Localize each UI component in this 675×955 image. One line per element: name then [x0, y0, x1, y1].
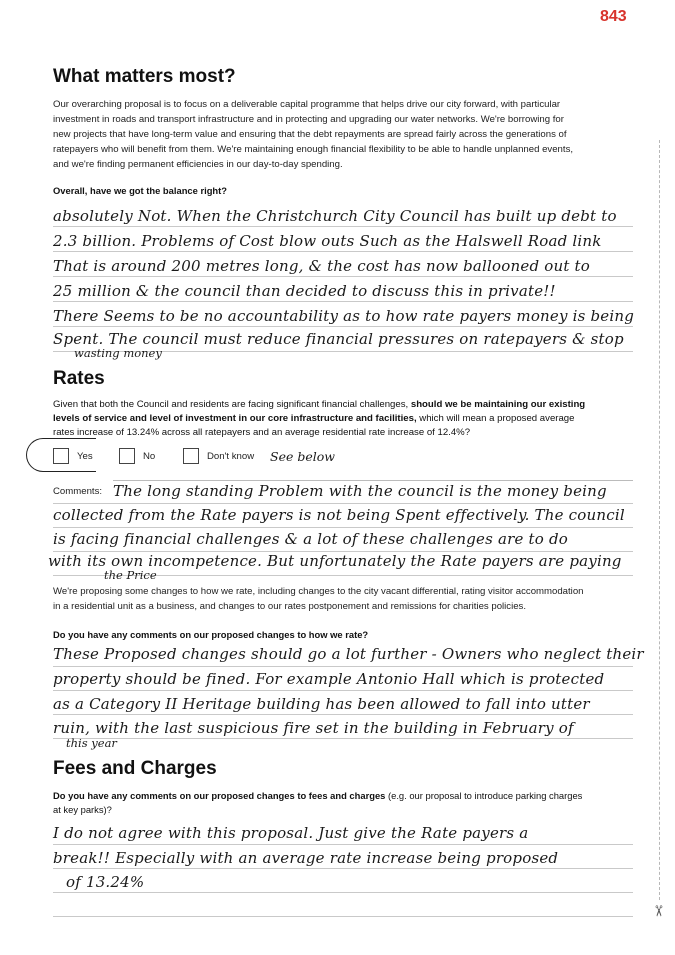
question-text: (e.g. our proposal to introduce parking charges — [385, 790, 583, 801]
what-matters-paragraph — [53, 97, 633, 172]
handwritten-answer-line: Spent. The council must reduce financial pressures on ratepayers & stop — [53, 330, 624, 348]
answer-rule — [53, 527, 633, 528]
rates-question — [53, 398, 643, 440]
handwritten-answer-line: as a Category II Heritage building has been allowed to fall into utter — [53, 695, 590, 713]
heading-what-matters: What matters most? — [53, 66, 236, 87]
paragraph-line: Our overarching proposal is to focus on a deliverable capital programme that helps drive our city forward, with particular — [53, 99, 561, 110]
heading-rates: Rates — [53, 368, 105, 389]
option-label: No — [143, 450, 156, 462]
fees-question — [53, 789, 643, 817]
handwritten-comment-line: is facing financial challenges & a lot of these challenges are to do — [53, 530, 569, 548]
option-dont-know[interactable] — [183, 448, 254, 464]
paragraph-line: new projects that have long-term value and ensuring that the debt repayments are spread fairly across the generations of — [53, 129, 567, 140]
yes-checkbox[interactable] — [53, 448, 69, 464]
handwritten-answer-line: I do not agree with this proposal. Just give the Rate payers a — [53, 824, 529, 842]
handwritten-comment-tail: the Price — [104, 568, 157, 582]
answer-rule — [53, 916, 633, 917]
question-text: which will mean a proposed average — [416, 413, 575, 424]
answer-rule — [53, 666, 633, 667]
handwritten-answer-line: absolutely Not. When the Christchurch City Council has built up debt to — [53, 207, 617, 225]
handwritten-comment-line: collected from the Rate payers is not being Spent effectively. The council — [53, 506, 625, 524]
answer-rule — [53, 714, 633, 715]
heading-fees: Fees and Charges — [53, 758, 217, 779]
handwritten-answer-line: That is around 200 metres long, & the cost has now ballooned out to — [53, 257, 590, 275]
handwritten-answer-line: 2.3 billion. Problems of Cost blow outs Such as the Halswell Road link — [53, 232, 602, 250]
rates-question-line — [53, 426, 643, 440]
handwritten-answer-line: There Seems to be no accountability as to how rate payers money is being — [53, 307, 635, 325]
option-label: Don't know — [207, 450, 255, 462]
handwritten-answer-line: property should be fined. For example Antonio Hall which is protected — [53, 670, 605, 688]
answer-rule — [53, 690, 633, 691]
rates-question-line — [53, 398, 643, 412]
cut-line — [659, 140, 660, 900]
handwritten-choice: See below — [270, 449, 335, 464]
paragraph-line: investment in roads and transport infrastructure and in protecting and upgrading our water networks. We're borrowing for — [53, 114, 564, 125]
question-text: rates increase of 13.24% across all ratepayers and an average residential rate increase of 12.4%? — [53, 427, 471, 438]
rates-options — [53, 448, 413, 470]
handwritten-answer-line: of 13.24% — [66, 873, 145, 891]
handwritten-comment-line: The long standing Problem with the council is the money being — [113, 482, 607, 500]
fees-question-line — [53, 789, 643, 803]
option-no[interactable] — [119, 448, 155, 464]
answer-rule — [53, 251, 633, 252]
comments-top-rule — [113, 480, 633, 481]
handwritten-answer-line: ruin, with the last suspicious fire set in the building in February of — [53, 719, 574, 737]
answer-rule — [53, 301, 633, 302]
no-checkbox[interactable] — [119, 448, 135, 464]
handwritten-answer-tail: wasting money — [74, 346, 162, 360]
paragraph-line: in a residential unit as a business, and changes to our rates postponement and remissions for charities policies. — [53, 601, 527, 612]
question-text: Given that both the Council and residents are facing significant financial challenges, — [53, 399, 411, 410]
handwritten-comment-line: with its own incompetence. But unfortunately the Rate payers are paying — [48, 552, 622, 570]
answer-rule — [53, 276, 633, 277]
page-number: 843 — [600, 8, 627, 25]
dont-know-checkbox[interactable] — [183, 448, 199, 464]
handwritten-answer-tail: this year — [66, 736, 117, 750]
answer-rule — [53, 844, 633, 845]
option-label: Yes — [77, 450, 93, 462]
handwritten-answer-line: These Proposed changes should go a lot further - Owners who neglect their — [53, 645, 644, 663]
option-yes[interactable] — [53, 448, 93, 464]
answer-rule — [53, 738, 633, 739]
answer-rule — [53, 226, 633, 227]
handwritten-answer-line: break!! Especially with an average rate increase being proposed — [53, 849, 559, 867]
fees-question-line: at key parks)? — [53, 804, 112, 815]
answer-rule — [53, 868, 633, 869]
comments-label: Comments: — [53, 486, 103, 497]
paragraph-line: and we're finding permanent efficiencies in our day-to-day spending. — [53, 159, 343, 170]
paragraph-line: ratepayers who will benefit from them. We're maintaining enough financial flexibility to be able to handle unplanned events, — [53, 144, 574, 155]
answer-rule — [53, 326, 633, 327]
handwritten-answer-line: 25 million & the council than decided to discuss this in private!! — [53, 282, 556, 300]
scissors-icon: ✂ — [649, 904, 667, 918]
rates-proposal-paragraph — [53, 584, 633, 614]
balance-question: Overall, have we got the balance right? — [53, 185, 228, 196]
question-text-bold: should we be maintaining our existing — [410, 399, 586, 410]
rates-question-line — [53, 412, 643, 426]
rates-question-2: Do you have any comments on our proposed changes to how we rate? — [53, 629, 369, 640]
paragraph-line: We're proposing some changes to how we rate, including changes to the city vacant differential, rating visitor accommodation — [53, 586, 584, 597]
question-text-bold: levels of service and level of investment in our core infrastructure and facilities, — [53, 413, 417, 424]
answer-rule — [53, 503, 633, 504]
question-text-bold: Do you have any comments on our proposed changes to fees and charges — [53, 790, 386, 801]
answer-rule — [53, 892, 633, 893]
